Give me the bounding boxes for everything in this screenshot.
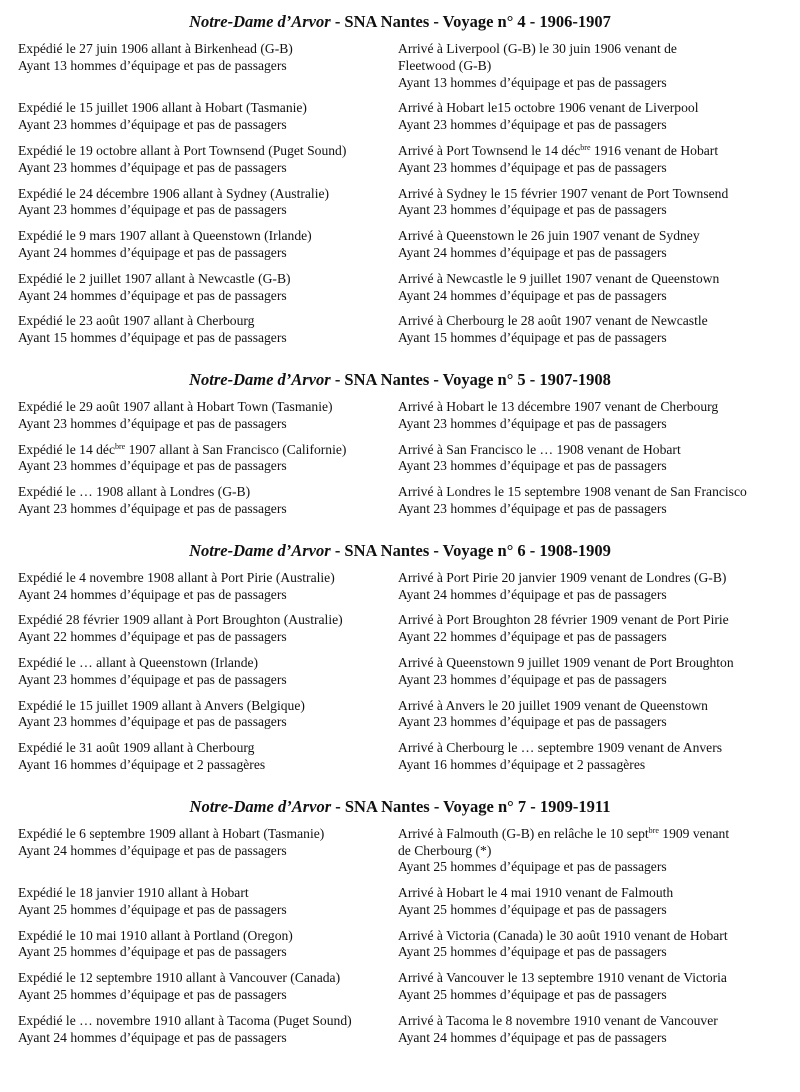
departure-line [18,442,380,459]
arrival-line [398,160,785,177]
arrival-entry [380,484,785,518]
line-text: Fleetwood (G-B) [398,57,492,73]
line-text: Ayant 23 hommes d’équipage et pas de passagers [398,202,667,218]
arrival-entry [380,186,785,220]
arrival-line [398,672,785,689]
departure-line [18,587,380,604]
voyage-entry-row [0,186,800,220]
line-text: Arrivé à Hobart le 13 décembre 1907 venant de Cherbourg [398,398,719,414]
departure-line [18,245,380,262]
line-text: Ayant 23 hommes d’équipage et pas de passagers [398,671,667,687]
voyage-entry-row [0,484,800,518]
line-text: Ayant 23 hommes d’équipage et pas de passagers [18,202,287,218]
departure-line [18,313,380,330]
line-text: Ayant 23 hommes d’équipage et pas de passagers [18,500,287,516]
line-text: Ayant 25 hommes d’équipage et pas de passagers [398,859,667,875]
departure-line [18,484,380,501]
departure-line [18,570,380,587]
arrival-line [398,458,785,475]
arrival-line [398,330,785,347]
voyage-entry-row [0,612,800,646]
voyage-section [0,797,800,1064]
departure-line [18,100,380,117]
line-text: Arrivé à Sydney le 15 février 1907 venant de Port Townsend [398,185,729,201]
departure-entry [0,271,380,305]
line-text: Ayant 23 hommes d’équipage et pas de passagers [398,458,667,474]
departure-entry [0,186,380,220]
line-text: Ayant 24 hommes d’équipage et pas de passagers [18,842,287,858]
voyage-entry-row [0,1013,800,1047]
arrival-line [398,944,785,961]
voyage-heading-text: - SNA Nantes - Voyage n° 6 - 1908-1909 [330,540,611,560]
line-text: Arrivé à Port Pirie 20 janvier 1909 venant de Londres (G-B) [398,569,727,585]
arrival-line [398,757,785,774]
line-text: de Cherbourg (*) [398,842,492,858]
line-text: Ayant 23 hommes d’équipage et pas de passagers [398,500,667,516]
arrival-line [398,58,785,75]
line-text: Ayant 22 hommes d’équipage et pas de passagers [398,629,667,645]
line-text-continued: 1916 venant de Hobart [590,142,719,158]
line-text: Ayant 15 hommes d’équipage et pas de passagers [398,330,667,346]
voyage-section [0,12,800,364]
arrival-line [398,288,785,305]
line-text: Expédié le 6 septembre 1909 allant à Hobart (Tasmanie) [18,825,325,841]
voyage-entry-row [0,100,800,134]
line-text: Expédié 28 février 1909 allant à Port Broughton (Australie) [18,612,343,628]
superscript-abbrev: bre [115,441,126,451]
voyage-entry-row [0,655,800,689]
line-text: Ayant 23 hommes d’équipage et pas de passagers [18,458,287,474]
voyage-entry-row [0,399,800,433]
arrival-entry [380,698,785,732]
departure-entry [0,655,380,689]
departure-line [18,271,380,288]
arrival-line [398,902,785,919]
ship-name: Notre-Dame d’Arvor [189,369,331,389]
voyage-title [0,370,800,390]
arrival-entry [380,826,785,876]
arrival-entry [380,612,785,646]
arrival-line [398,629,785,646]
arrival-line [398,271,785,288]
section-spacer [0,356,800,364]
arrival-line [398,117,785,134]
voyage-heading-text: - SNA Nantes - Voyage n° 4 - 1906-1907 [330,12,611,31]
departure-entry [0,143,380,177]
line-text: Ayant 24 hommes d’équipage et pas de passagers [18,1029,287,1045]
arrival-line [398,843,785,860]
departure-entry [0,228,380,262]
departure-line [18,458,380,475]
arrival-entry [380,928,785,962]
departure-entry [0,484,380,518]
arrival-line [398,928,785,945]
line-text: Expédié le 2 juillet 1907 allant à Newcastle (G-B) [18,270,291,286]
departure-line [18,143,380,160]
line-text: Ayant 13 hommes d’équipage et pas de passagers [18,57,287,73]
line-text: Expédié le 27 juin 1906 allant à Birkenhead (G-B) [18,41,293,56]
voyage-entry-row [0,143,800,177]
voyage-entry-row [0,313,800,347]
arrival-line [398,484,785,501]
section-spacer [0,783,800,791]
line-text: Ayant 24 hommes d’équipage et pas de passagers [398,586,667,602]
departure-entry [0,442,380,476]
departure-entry [0,313,380,347]
arrival-line [398,313,785,330]
line-text: Arrivé à Queenstown 9 juillet 1909 venant de Port Broughton [398,654,734,670]
line-text: Arrivé à Port Broughton 28 février 1909 venant de Port Pirie [398,612,729,628]
line-text: Ayant 25 hommes d’équipage et pas de passagers [398,987,667,1003]
departure-line [18,714,380,731]
arrival-line [398,416,785,433]
voyage-entry-row [0,928,800,962]
section-spacer [0,1055,800,1063]
voyage-entry-row [0,442,800,476]
departure-line [18,655,380,672]
arrival-entry [380,442,785,476]
line-text: Ayant 22 hommes d’équipage et pas de passagers [18,629,287,645]
departure-line [18,672,380,689]
line-text: Ayant 23 hommes d’équipage et pas de passagers [18,714,287,730]
arrival-line [398,245,785,262]
arrival-entry [380,570,785,604]
arrival-line [398,186,785,203]
line-text: Ayant 23 hommes d’équipage et pas de passagers [18,415,287,431]
departure-line [18,228,380,245]
line-text: Arrivé à Cherbourg le … septembre 1909 venant de Anvers [398,740,723,756]
departure-line [18,58,380,75]
line-text: Ayant 23 hommes d’équipage et pas de passagers [398,117,667,133]
departure-line [18,944,380,961]
arrival-line [398,100,785,117]
line-text: Arrivé à Hobart le15 octobre 1906 venant de Liverpool [398,100,699,116]
ship-name: Notre-Dame d’Arvor [189,12,331,31]
arrival-line [398,970,785,987]
departure-line [18,160,380,177]
line-text: Arrivé à Londres le 15 septembre 1908 venant de San Francisco [398,484,747,500]
line-text: Ayant 16 hommes d’équipage et 2 passagères [398,756,646,772]
arrival-entry [380,655,785,689]
line-text: Expédié le 4 novembre 1908 allant à Port Pirie (Australie) [18,569,335,585]
line-text: Ayant 23 hommes d’équipage et pas de passagers [398,714,667,730]
arrival-line [398,570,785,587]
departure-line [18,629,380,646]
arrival-line [398,143,785,160]
voyage-entry-row [0,826,800,876]
voyage-entry-row [0,41,800,91]
arrival-line [398,1030,785,1047]
arrival-entry [380,970,785,1004]
line-text: Arrivé à Liverpool (G-B) le 30 juin 1906 venant de [398,41,677,56]
voyage-heading-text: - SNA Nantes - Voyage n° 7 - 1909-1911 [331,796,611,816]
line-text: Ayant 13 hommes d’équipage et pas de passagers [398,74,667,90]
departure-entry [0,698,380,732]
arrival-line [398,501,785,518]
arrival-entry [380,885,785,919]
departure-line [18,612,380,629]
line-text: Arrivé à Vancouver le 13 septembre 1910 venant de Victoria [398,970,727,986]
line-text: Ayant 24 hommes d’équipage et pas de passagers [398,1029,667,1045]
departure-line [18,740,380,757]
line-text: Arrivé à Port Townsend le 14 déc [398,142,581,158]
arrival-entry [380,271,785,305]
line-text: Expédié le 29 août 1907 allant à Hobart Town (Tasmanie) [18,398,333,414]
voyage-entry-row [0,271,800,305]
voyage-entry-row [0,570,800,604]
voyage-entry-row [0,885,800,919]
line-text: Expédié le … allant à Queenstown (Irlande) [18,654,259,670]
departure-line [18,117,380,134]
line-text: Ayant 25 hommes d’équipage et pas de passagers [398,901,667,917]
line-text: Expédié le 15 juillet 1909 allant à Anvers (Belgique) [18,697,305,713]
arrival-line [398,740,785,757]
line-text: Expédié le 12 septembre 1910 allant à Vancouver (Canada) [18,970,341,986]
departure-entry [0,399,380,433]
arrival-entry [380,740,785,774]
line-text: Ayant 24 hommes d’équipage et pas de passagers [18,586,287,602]
line-text: Expédié le 10 mai 1910 allant à Portland (Oregon) [18,927,293,943]
arrival-line [398,442,785,459]
line-text: Ayant 16 hommes d’équipage et 2 passagères [18,756,266,772]
departure-entry [0,885,380,919]
line-text: Arrivé à Queenstown le 26 juin 1907 venant de Sydney [398,228,700,244]
arrival-entry [380,399,785,433]
superscript-abbrev: bre [648,825,659,835]
arrival-entry [380,228,785,262]
line-text: Ayant 23 hommes d’équipage et pas de passagers [18,671,287,687]
departure-line [18,186,380,203]
line-text: Ayant 23 hommes d’équipage et pas de passagers [18,159,287,175]
departure-line [18,416,380,433]
departure-entry [0,826,380,876]
departure-line [18,1013,380,1030]
arrival-entry [380,313,785,347]
ship-name: Notre-Dame d’Arvor [189,540,331,560]
line-text: Ayant 25 hommes d’équipage et pas de passagers [18,944,287,960]
line-text-continued: 1909 venant [658,825,730,841]
voyage-entry-row [0,228,800,262]
departure-entry [0,612,380,646]
line-text: Arrivé à San Francisco le … 1908 venant de Hobart [398,441,681,457]
line-text: Arrivé à Tacoma le 8 novembre 1910 venant de Vancouver [398,1012,718,1028]
arrival-line [398,826,785,843]
line-text: Arrivé à Newcastle le 9 juillet 1907 venant de Queenstown [398,270,720,286]
line-text: Expédié le 15 juillet 1906 allant à Hobart (Tasmanie) [18,100,307,116]
arrival-entry [380,100,785,134]
arrival-line [398,987,785,1004]
line-text: Arrivé à Falmouth (G-B) en relâche le 10 sept [398,825,649,841]
line-text: Ayant 15 hommes d’équipage et pas de passagers [18,330,287,346]
line-text: Ayant 23 hommes d’équipage et pas de passagers [398,415,667,431]
departure-line [18,970,380,987]
voyage-section [0,370,800,535]
departure-entry [0,928,380,962]
ship-name: Notre-Dame d’Arvor [189,796,332,816]
arrival-line [398,859,785,876]
departure-line [18,202,380,219]
arrival-entry [380,143,785,177]
departure-line [18,757,380,774]
departure-line [18,987,380,1004]
arrival-line [398,1013,785,1030]
line-text: Ayant 25 hommes d’équipage et pas de passagers [18,987,287,1003]
voyage-section [0,541,800,791]
superscript-abbrev: bre [580,142,591,152]
departure-line [18,41,380,58]
departure-line [18,1030,380,1047]
departure-line [18,843,380,860]
arrival-line [398,202,785,219]
line-text: Expédié le … 1908 allant à Londres (G-B) [18,484,251,500]
departure-line [18,826,380,843]
line-text: Ayant 24 hommes d’équipage et pas de passagers [18,244,287,260]
line-text: Arrivé à Cherbourg le 28 août 1907 venant de Newcastle [398,313,708,329]
voyage-entry-row [0,740,800,774]
line-text: Ayant 23 hommes d’équipage et pas de passagers [398,159,667,175]
line-text: Expédié le 9 mars 1907 allant à Queenstown (Irlande) [18,228,312,244]
line-text: Expédié le 19 octobre allant à Port Townsend (Puget Sound) [18,142,347,158]
departure-line [18,698,380,715]
voyage-title [0,541,800,561]
line-text: Ayant 24 hommes d’équipage et pas de passagers [398,244,667,260]
arrival-line [398,75,785,92]
line-text: Arrivé à Anvers le 20 juillet 1909 venant de Queenstown [398,697,708,713]
voyage-entry-row [0,970,800,1004]
departure-entry [0,570,380,604]
departure-entry [0,100,380,134]
arrival-line [398,587,785,604]
line-text: Ayant 23 hommes d’équipage et pas de passagers [18,117,287,133]
line-text: Ayant 25 hommes d’équipage et pas de passagers [18,901,287,917]
departure-entry [0,41,380,91]
arrival-entry [380,41,785,91]
line-text: Ayant 24 hommes d’équipage et pas de passagers [398,287,667,303]
line-text: Expédié le 14 déc [18,441,116,457]
departure-line [18,902,380,919]
departure-line [18,501,380,518]
departure-entry [0,1013,380,1047]
voyage-entry-row [0,698,800,732]
line-text: Ayant 25 hommes d’équipage et pas de passagers [398,944,667,960]
arrival-line [398,698,785,715]
departure-line [18,885,380,902]
voyage-title [0,797,800,817]
line-text: Arrivé à Hobart le 4 mai 1910 venant de Falmouth [398,885,674,901]
line-text: Ayant 24 hommes d’équipage et pas de passagers [18,287,287,303]
departure-entry [0,970,380,1004]
departure-line [18,399,380,416]
voyage-heading-text: - SNA Nantes - Voyage n° 5 - 1907-1908 [330,369,611,389]
line-text: Expédié le 31 août 1909 allant à Cherbourg [18,740,255,756]
arrival-line [398,655,785,672]
arrival-line [398,612,785,629]
line-text: Arrivé à Victoria (Canada) le 30 août 1910 venant de Hobart [398,927,728,943]
arrival-line [398,41,785,58]
line-text: Expédié le 23 août 1907 allant à Cherbourg [18,313,255,329]
departure-line [18,288,380,305]
arrival-line [398,885,785,902]
line-text: Expédié le 18 janvier 1910 allant à Hobart [18,885,249,901]
line-text: Expédié le … novembre 1910 allant à Tacoma (Puget Sound) [18,1012,352,1028]
departure-entry [0,740,380,774]
departure-line [18,928,380,945]
arrival-entry [380,1013,785,1047]
section-spacer [0,527,800,535]
arrival-line [398,228,785,245]
departure-line [18,330,380,347]
line-text: Expédié le 24 décembre 1906 allant à Sydney (Australie) [18,185,330,201]
arrival-line [398,399,785,416]
voyage-title [0,12,800,32]
line-text-continued: 1907 allant à San Francisco (Californie) [125,441,347,457]
arrival-line [398,714,785,731]
